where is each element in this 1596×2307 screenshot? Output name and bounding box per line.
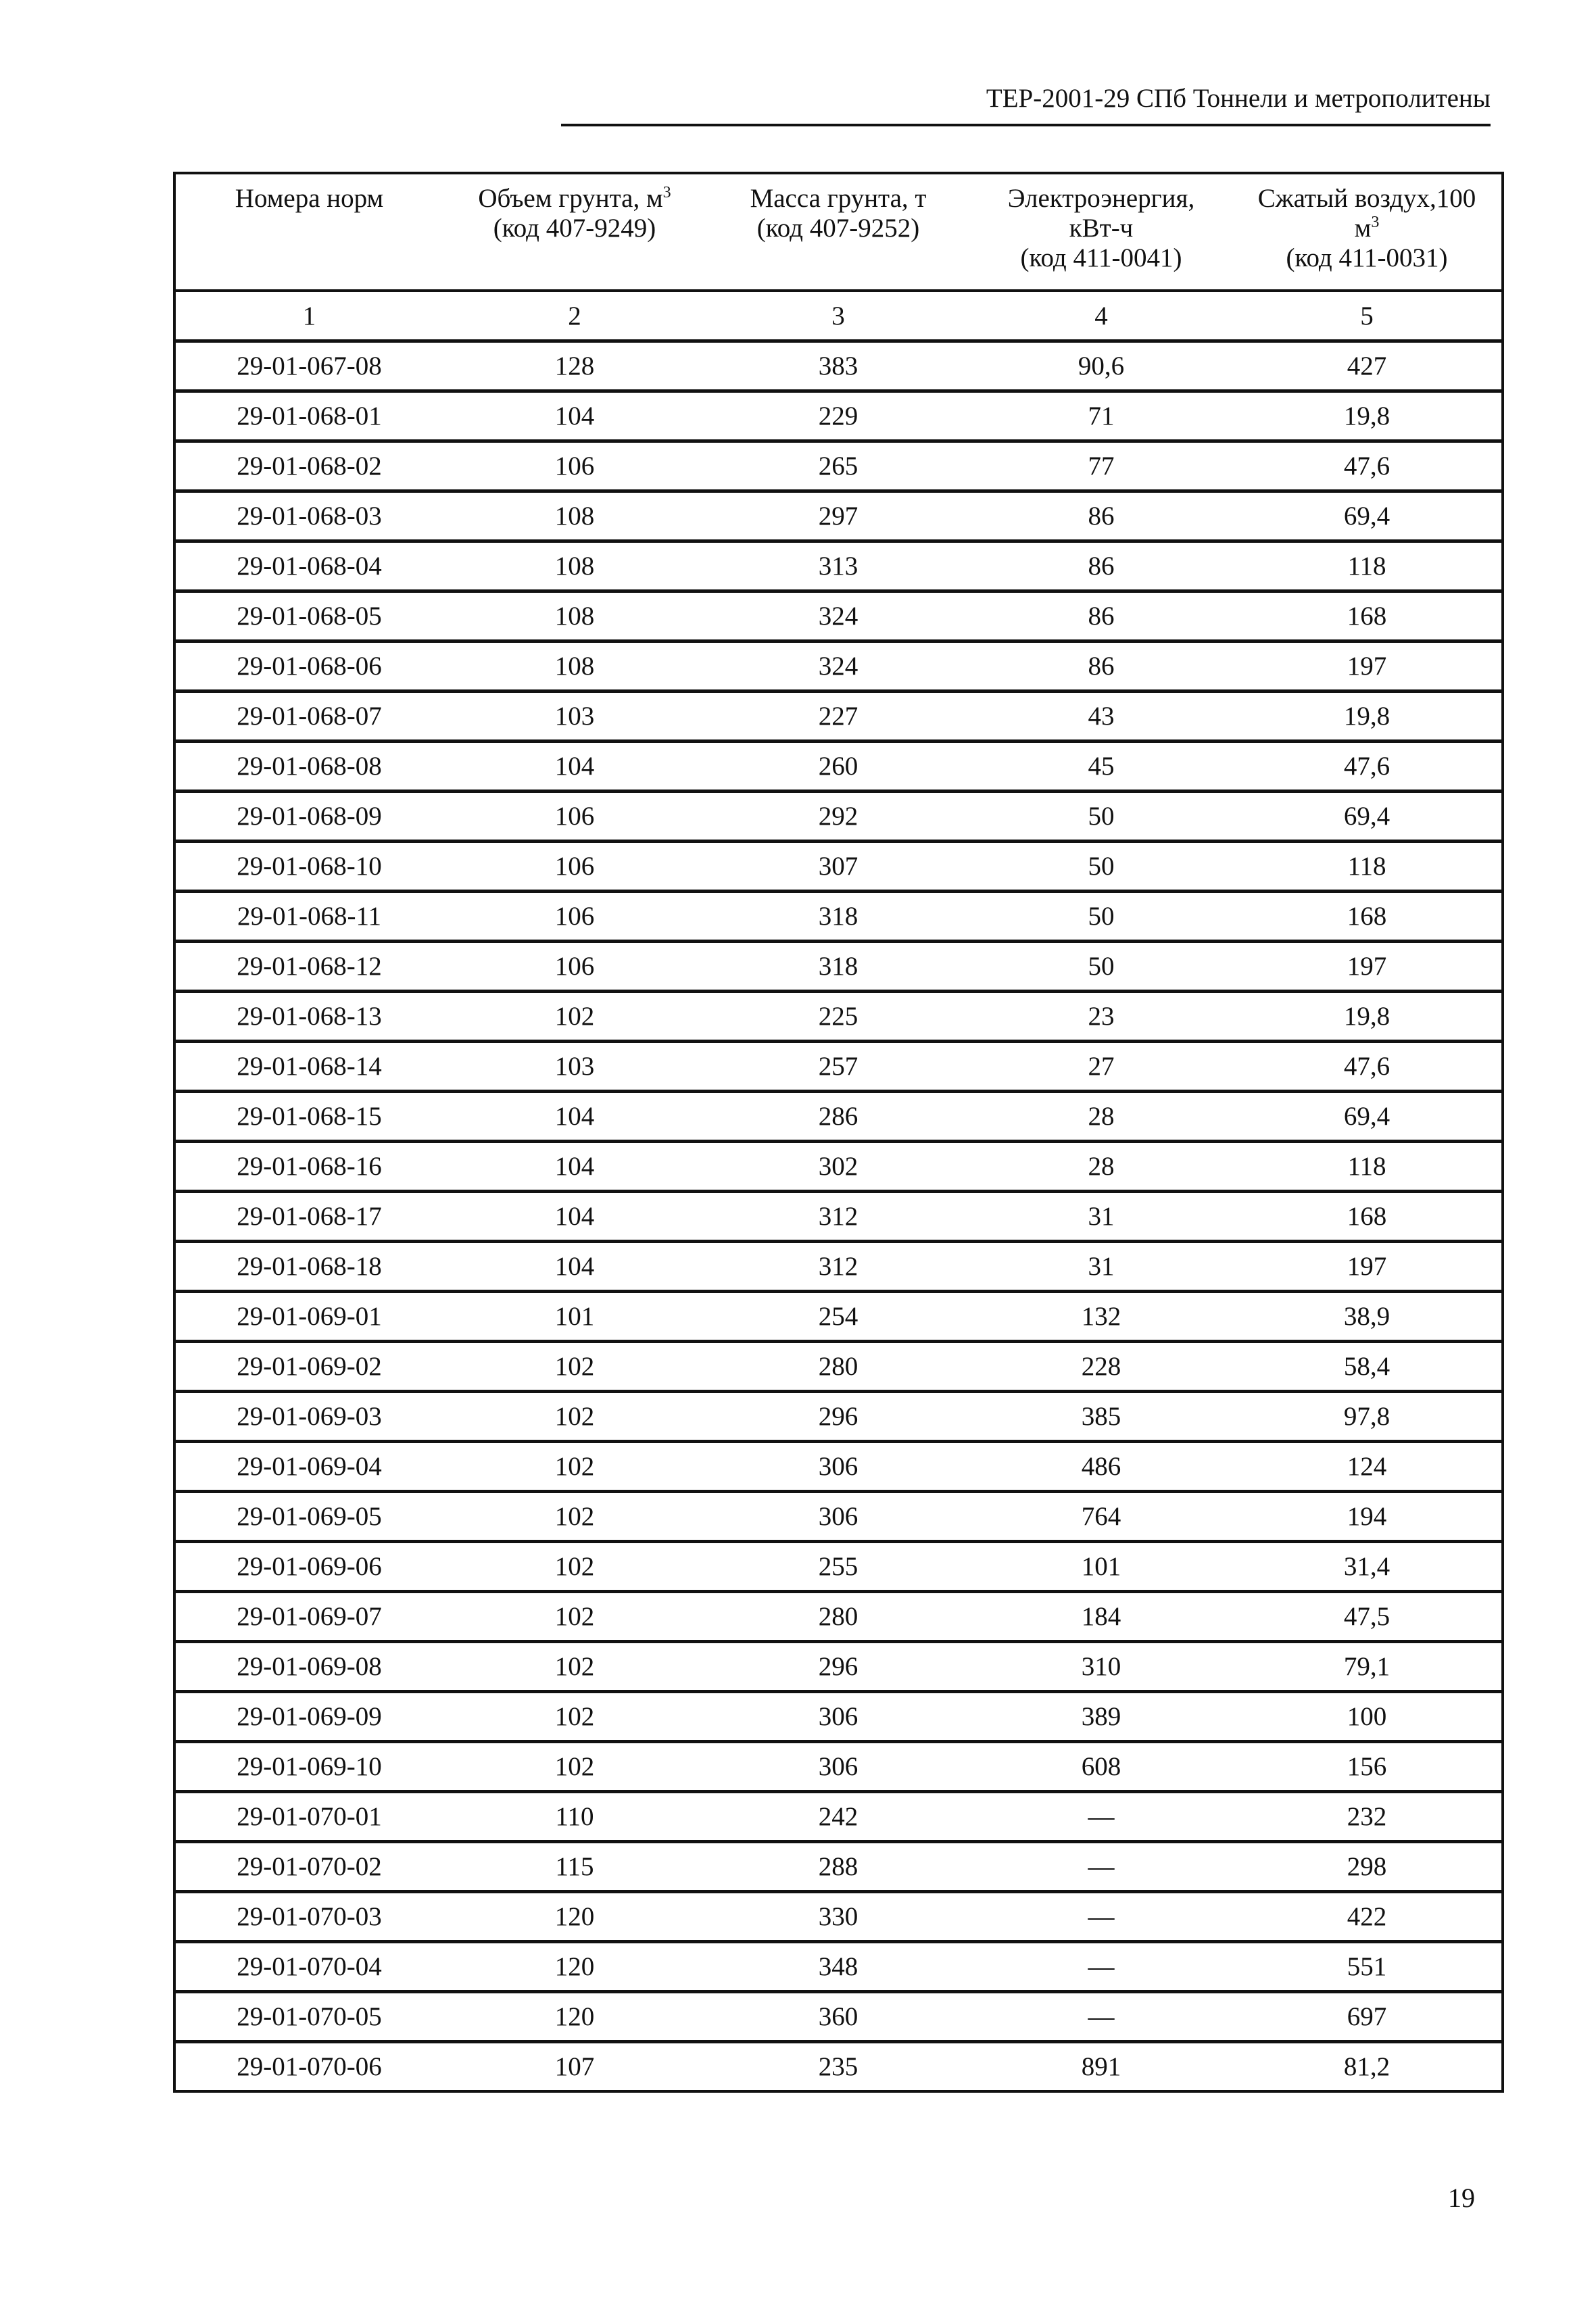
table-row xyxy=(174,792,1503,842)
header-electricity-code: (код 411-0041) xyxy=(1020,243,1182,272)
soil-mass-cell: 318 xyxy=(706,942,970,992)
compressed-air-cell: 124 xyxy=(1232,1442,1503,1492)
compressed-air-cell: 47,6 xyxy=(1232,742,1503,792)
soil-mass-cell: 280 xyxy=(706,1592,970,1642)
soil-volume-cell: 104 xyxy=(443,742,706,792)
header-electricity-label: Электроэнергия, xyxy=(1007,184,1195,213)
soil-volume-cell: 103 xyxy=(443,691,706,742)
norm-number-cell: 29-01-070-04 xyxy=(174,1942,443,1992)
compressed-air-cell: 79,1 xyxy=(1232,1642,1503,1692)
electricity-cell: 184 xyxy=(970,1592,1232,1642)
electricity-cell: 27 xyxy=(970,1042,1232,1092)
soil-volume-cell: 102 xyxy=(443,1592,706,1642)
soil-mass-cell: 312 xyxy=(706,1192,970,1242)
soil-volume-cell: 108 xyxy=(443,541,706,591)
column-number: 4 xyxy=(970,291,1232,341)
table-row xyxy=(174,1742,1503,1792)
electricity-cell: 385 xyxy=(970,1392,1232,1442)
table-row xyxy=(174,1642,1503,1692)
electricity-cell: 608 xyxy=(970,1742,1232,1792)
electricity-cell: 28 xyxy=(970,1142,1232,1192)
compressed-air-cell: 58,4 xyxy=(1232,1342,1503,1392)
column-number: 5 xyxy=(1232,291,1503,341)
soil-volume-cell: 106 xyxy=(443,792,706,842)
electricity-cell: 486 xyxy=(970,1442,1232,1492)
norm-number-cell: 29-01-069-02 xyxy=(174,1342,443,1392)
soil-mass-cell: 313 xyxy=(706,541,970,591)
header-norm-numbers-label: Номера норм xyxy=(235,184,384,213)
running-header: ТЕР-2001-29 СПб Тоннели и метрополитены xyxy=(561,85,1491,126)
column-number: 2 xyxy=(443,291,706,341)
soil-volume-cell: 103 xyxy=(443,1042,706,1092)
electricity-cell: 86 xyxy=(970,541,1232,591)
soil-mass-cell: 330 xyxy=(706,1892,970,1942)
norm-number-cell: 29-01-068-11 xyxy=(174,892,443,942)
soil-volume-cell: 102 xyxy=(443,992,706,1042)
page-number: 19 xyxy=(1448,2183,1475,2213)
table-row xyxy=(174,992,1503,1042)
table-row xyxy=(174,892,1503,942)
electricity-cell: 77 xyxy=(970,441,1232,491)
soil-mass-cell: 307 xyxy=(706,842,970,892)
electricity-cell: — xyxy=(970,1992,1232,2042)
compressed-air-cell: 31,4 xyxy=(1232,1542,1503,1592)
electricity-cell: 71 xyxy=(970,391,1232,441)
soil-mass-cell: 235 xyxy=(706,2042,970,2092)
soil-mass-cell: 306 xyxy=(706,1492,970,1542)
norm-number-cell: 29-01-068-14 xyxy=(174,1042,443,1092)
header-soil-mass-code: (код 407-9252) xyxy=(756,214,920,243)
compressed-air-cell: 168 xyxy=(1232,591,1503,641)
table-row xyxy=(174,942,1503,992)
soil-mass-cell: 318 xyxy=(706,892,970,942)
compressed-air-cell: 118 xyxy=(1232,541,1503,591)
compressed-air-cell: 97,8 xyxy=(1232,1392,1503,1442)
electricity-cell: 50 xyxy=(970,792,1232,842)
soil-volume-cell: 106 xyxy=(443,842,706,892)
electricity-cell: 45 xyxy=(970,742,1232,792)
header-soil-volume-label: Объем грунта, $м^3$ xyxy=(478,184,671,213)
header-compressed-air xyxy=(1232,173,1503,291)
table-row xyxy=(174,441,1503,491)
compressed-air-cell: 427 xyxy=(1232,341,1503,391)
column-number: 3 xyxy=(706,291,970,341)
electricity-cell: 31 xyxy=(970,1192,1232,1242)
compressed-air-cell: 194 xyxy=(1232,1492,1503,1542)
soil-mass-cell: 297 xyxy=(706,491,970,541)
table-row xyxy=(174,1942,1503,1992)
electricity-cell: 43 xyxy=(970,691,1232,742)
soil-mass-cell: 225 xyxy=(706,992,970,1042)
soil-volume-cell: 107 xyxy=(443,2042,706,2092)
header-soil-mass xyxy=(706,173,970,291)
soil-volume-cell: 102 xyxy=(443,1542,706,1592)
table-row xyxy=(174,591,1503,641)
soil-mass-cell: 312 xyxy=(706,1242,970,1292)
header-row xyxy=(174,173,1503,291)
electricity-cell: — xyxy=(970,1792,1232,1842)
soil-volume-cell: 104 xyxy=(443,1142,706,1192)
compressed-air-cell: 118 xyxy=(1232,1142,1503,1192)
electricity-cell: 101 xyxy=(970,1542,1232,1592)
electricity-cell: 389 xyxy=(970,1692,1232,1742)
table-row xyxy=(174,1392,1503,1442)
table-row xyxy=(174,1242,1503,1292)
norm-number-cell: 29-01-068-09 xyxy=(174,792,443,842)
norm-number-cell: 29-01-069-08 xyxy=(174,1642,443,1692)
soil-mass-cell: 280 xyxy=(706,1342,970,1392)
norm-number-cell: 29-01-068-17 xyxy=(174,1192,443,1242)
table-row xyxy=(174,341,1503,391)
compressed-air-cell: 47,6 xyxy=(1232,441,1503,491)
norm-number-cell: 29-01-068-08 xyxy=(174,742,443,792)
soil-volume-cell: 106 xyxy=(443,441,706,491)
header-electricity xyxy=(970,173,1232,291)
soil-volume-cell: 104 xyxy=(443,391,706,441)
compressed-air-cell: 422 xyxy=(1232,1892,1503,1942)
soil-volume-cell: 102 xyxy=(443,1342,706,1392)
soil-volume-cell: 108 xyxy=(443,491,706,541)
compressed-air-cell: 81,2 xyxy=(1232,2042,1503,2092)
compressed-air-cell: 38,9 xyxy=(1232,1292,1503,1342)
electricity-cell: 86 xyxy=(970,491,1232,541)
norm-number-cell: 29-01-070-05 xyxy=(174,1992,443,2042)
soil-volume-cell: 102 xyxy=(443,1392,706,1442)
compressed-air-cell: 19,8 xyxy=(1232,992,1503,1042)
compressed-air-cell: 19,8 xyxy=(1232,391,1503,441)
soil-mass-cell: 229 xyxy=(706,391,970,441)
compressed-air-cell: 168 xyxy=(1232,1192,1503,1242)
norm-number-cell: 29-01-068-02 xyxy=(174,441,443,491)
table-row xyxy=(174,1442,1503,1492)
norm-number-cell: 29-01-069-04 xyxy=(174,1442,443,1492)
compressed-air-cell: 118 xyxy=(1232,842,1503,892)
soil-mass-cell: 260 xyxy=(706,742,970,792)
electricity-cell: 90,6 xyxy=(970,341,1232,391)
electricity-cell: 891 xyxy=(970,2042,1232,2092)
compressed-air-cell: 197 xyxy=(1232,942,1503,992)
header-compressed-air-unit-exponent: 3 xyxy=(1371,214,1380,231)
table-row xyxy=(174,391,1503,441)
compressed-air-cell: 298 xyxy=(1232,1842,1503,1892)
header-compressed-air-unit: $м^3$ xyxy=(1354,214,1380,243)
electricity-cell: 764 xyxy=(970,1492,1232,1542)
compressed-air-cell: 100 xyxy=(1232,1692,1503,1742)
compressed-air-cell: 697 xyxy=(1232,1992,1503,2042)
table-row xyxy=(174,1792,1503,1842)
header-compressed-air-label: Сжатый воздух,100 xyxy=(1257,184,1476,213)
soil-mass-cell: 324 xyxy=(706,641,970,691)
compressed-air-cell: 168 xyxy=(1232,892,1503,942)
compressed-air-cell: 47,6 xyxy=(1232,1042,1503,1092)
compressed-air-cell: 197 xyxy=(1232,1242,1503,1292)
table-row xyxy=(174,842,1503,892)
electricity-cell: — xyxy=(970,1842,1232,1892)
soil-volume-cell: 106 xyxy=(443,942,706,992)
table-row xyxy=(174,491,1503,541)
norm-number-cell: 29-01-070-03 xyxy=(174,1892,443,1942)
soil-mass-cell: 383 xyxy=(706,341,970,391)
norm-number-cell: 29-01-070-02 xyxy=(174,1842,443,1892)
compressed-air-cell: 551 xyxy=(1232,1942,1503,1992)
norm-number-cell: 29-01-068-18 xyxy=(174,1242,443,1292)
norm-number-cell: 29-01-068-03 xyxy=(174,491,443,541)
table-row xyxy=(174,1192,1503,1242)
header-norm-numbers xyxy=(174,173,443,291)
column-number: 1 xyxy=(174,291,443,341)
norm-number-cell: 29-01-068-13 xyxy=(174,992,443,1042)
electricity-cell: — xyxy=(970,1892,1232,1942)
electricity-cell: 310 xyxy=(970,1642,1232,1692)
header-soil-volume-unit-exponent: 3 xyxy=(662,184,671,201)
soil-mass-cell: 306 xyxy=(706,1692,970,1742)
soil-mass-cell: 306 xyxy=(706,1442,970,1492)
soil-volume-cell: 106 xyxy=(443,892,706,942)
table-row xyxy=(174,641,1503,691)
table-row xyxy=(174,2042,1503,2092)
norm-number-cell: 29-01-069-07 xyxy=(174,1592,443,1642)
electricity-cell: 86 xyxy=(970,641,1232,691)
compressed-air-cell: 156 xyxy=(1232,1742,1503,1792)
soil-mass-cell: 254 xyxy=(706,1292,970,1342)
soil-mass-cell: 286 xyxy=(706,1092,970,1142)
compressed-air-cell: 69,4 xyxy=(1232,491,1503,541)
norm-number-cell: 29-01-068-05 xyxy=(174,591,443,641)
soil-volume-cell: 120 xyxy=(443,1992,706,2042)
norm-number-cell: 29-01-068-16 xyxy=(174,1142,443,1192)
table-row xyxy=(174,1142,1503,1192)
soil-volume-cell: 120 xyxy=(443,1942,706,1992)
soil-volume-cell: 128 xyxy=(443,341,706,391)
soil-volume-cell: 120 xyxy=(443,1892,706,1942)
table-row xyxy=(174,1342,1503,1392)
norm-number-cell: 29-01-068-01 xyxy=(174,391,443,441)
column-number-row xyxy=(174,291,1503,341)
soil-mass-cell: 306 xyxy=(706,1742,970,1792)
norm-number-cell: 29-01-069-06 xyxy=(174,1542,443,1592)
soil-volume-cell: 108 xyxy=(443,641,706,691)
electricity-cell: 50 xyxy=(970,842,1232,892)
soil-volume-cell: 104 xyxy=(443,1192,706,1242)
table-row xyxy=(174,1292,1503,1342)
table-row xyxy=(174,1992,1503,2042)
table-row xyxy=(174,742,1503,792)
table-row xyxy=(174,691,1503,742)
table-row xyxy=(174,1692,1503,1742)
electricity-cell: 132 xyxy=(970,1292,1232,1342)
electricity-cell: 28 xyxy=(970,1092,1232,1142)
soil-volume-cell: 101 xyxy=(443,1292,706,1342)
norm-number-cell: 29-01-068-07 xyxy=(174,691,443,742)
norm-number-cell: 29-01-068-15 xyxy=(174,1092,443,1142)
norm-number-cell: 29-01-067-08 xyxy=(174,341,443,391)
compressed-air-cell: 47,5 xyxy=(1232,1592,1503,1642)
norm-number-cell: 29-01-068-04 xyxy=(174,541,443,591)
electricity-cell: 50 xyxy=(970,892,1232,942)
table-row xyxy=(174,1592,1503,1642)
electricity-cell: 50 xyxy=(970,942,1232,992)
soil-mass-cell: 227 xyxy=(706,691,970,742)
norm-number-cell: 29-01-068-06 xyxy=(174,641,443,691)
soil-mass-cell: 296 xyxy=(706,1392,970,1442)
norm-number-cell: 29-01-068-12 xyxy=(174,942,443,992)
compressed-air-cell: 69,4 xyxy=(1232,792,1503,842)
table-row xyxy=(174,1042,1503,1092)
soil-volume-cell: 104 xyxy=(443,1092,706,1142)
header-compressed-air-code: (код 411-0031) xyxy=(1286,243,1448,272)
soil-mass-cell: 257 xyxy=(706,1042,970,1092)
table-row xyxy=(174,1092,1503,1142)
norms-table xyxy=(173,172,1504,2093)
compressed-air-cell: 69,4 xyxy=(1232,1092,1503,1142)
norm-number-cell: 29-01-069-09 xyxy=(174,1692,443,1742)
soil-volume-cell: 102 xyxy=(443,1742,706,1792)
header-soil-volume-code: (код 407-9249) xyxy=(493,214,656,243)
soil-volume-cell: 110 xyxy=(443,1792,706,1842)
electricity-cell: 86 xyxy=(970,591,1232,641)
table-row xyxy=(174,1542,1503,1592)
soil-volume-cell: 102 xyxy=(443,1442,706,1492)
table-row xyxy=(174,1842,1503,1892)
soil-volume-cell: 104 xyxy=(443,1242,706,1292)
soil-mass-cell: 324 xyxy=(706,591,970,641)
soil-volume-cell: 115 xyxy=(443,1842,706,1892)
soil-volume-cell: 102 xyxy=(443,1642,706,1692)
norm-number-cell: 29-01-068-10 xyxy=(174,842,443,892)
soil-volume-cell: 108 xyxy=(443,591,706,641)
header-soil-volume xyxy=(443,173,706,291)
norm-number-cell: 29-01-069-05 xyxy=(174,1492,443,1542)
soil-volume-cell: 102 xyxy=(443,1692,706,1742)
norm-number-cell: 29-01-069-03 xyxy=(174,1392,443,1442)
compressed-air-cell: 19,8 xyxy=(1232,691,1503,742)
norm-number-cell: 29-01-069-10 xyxy=(174,1742,443,1792)
soil-mass-cell: 348 xyxy=(706,1942,970,1992)
soil-mass-cell: 288 xyxy=(706,1842,970,1892)
norm-number-cell: 29-01-069-01 xyxy=(174,1292,443,1342)
soil-volume-cell: 102 xyxy=(443,1492,706,1542)
compressed-air-cell: 197 xyxy=(1232,641,1503,691)
table-row xyxy=(174,541,1503,591)
table-row xyxy=(174,1492,1503,1542)
electricity-cell: 23 xyxy=(970,992,1232,1042)
soil-mass-cell: 302 xyxy=(706,1142,970,1192)
electricity-cell: 228 xyxy=(970,1342,1232,1392)
soil-mass-cell: 242 xyxy=(706,1792,970,1842)
electricity-cell: — xyxy=(970,1942,1232,1992)
soil-mass-cell: 292 xyxy=(706,792,970,842)
electricity-cell: 31 xyxy=(970,1242,1232,1292)
soil-mass-cell: 360 xyxy=(706,1992,970,2042)
table-row xyxy=(174,1892,1503,1942)
header-electricity-unit: кВт-ч xyxy=(1069,214,1134,243)
soil-mass-cell: 255 xyxy=(706,1542,970,1592)
norm-number-cell: 29-01-070-06 xyxy=(174,2042,443,2092)
soil-mass-cell: 265 xyxy=(706,441,970,491)
norm-number-cell: 29-01-070-01 xyxy=(174,1792,443,1842)
soil-mass-cell: 296 xyxy=(706,1642,970,1692)
header-soil-mass-label: Масса грунта, т xyxy=(750,184,927,213)
compressed-air-cell: 232 xyxy=(1232,1792,1503,1842)
